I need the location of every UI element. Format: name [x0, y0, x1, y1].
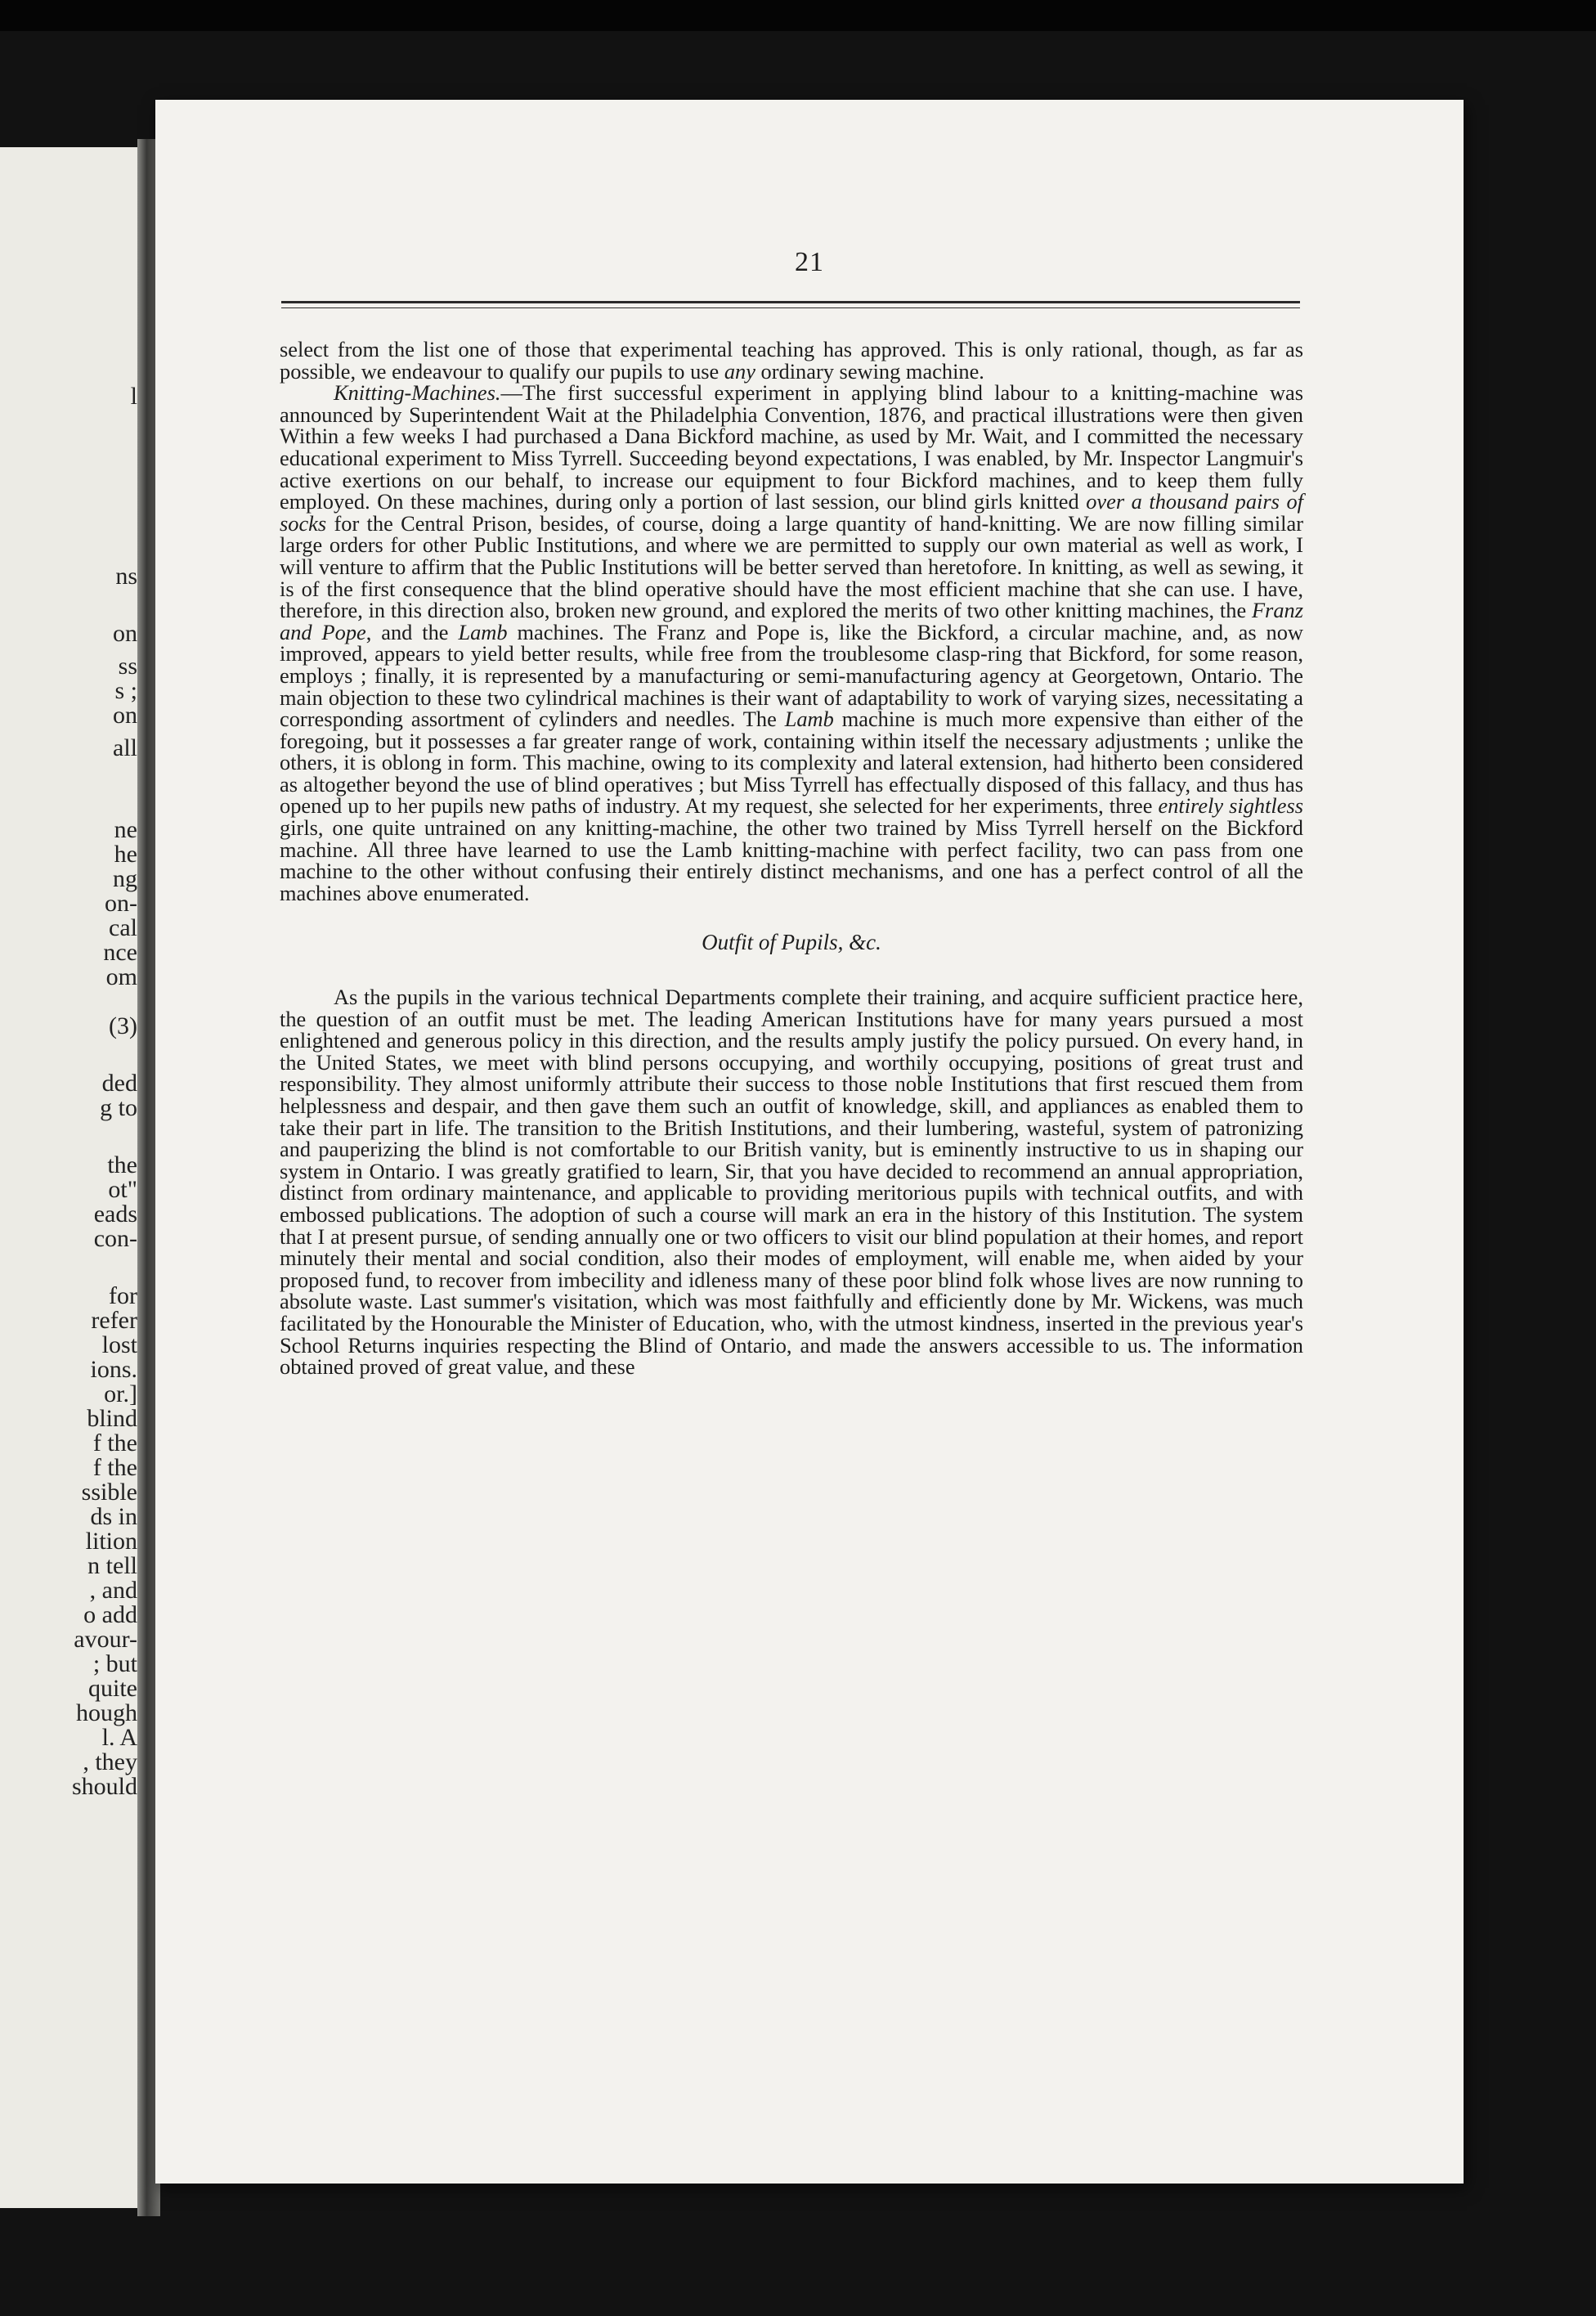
facing-page-edge — [0, 147, 149, 2208]
facing-page-fragment: on- — [105, 890, 137, 917]
italic-run: Franz and Pope — [280, 598, 1303, 644]
facing-page-fragment: quite — [88, 1675, 137, 1702]
italic-run: over a thousand pairs of socks — [280, 489, 1303, 536]
paragraph-continuation — [280, 339, 1303, 382]
facing-page-fragment: hough — [76, 1699, 137, 1726]
text-run: ordinary sewing machine. — [755, 358, 984, 384]
facing-page-fragment: g to — [100, 1094, 137, 1121]
facing-page-fragment: l. A — [101, 1724, 137, 1751]
paragraph-knitting-machines — [280, 382, 1303, 904]
header-rule-thin — [281, 307, 1300, 308]
facing-page-fragment: avour- — [74, 1626, 137, 1653]
facing-page-fragment: the — [107, 1151, 137, 1178]
facing-page-fragment: on — [113, 620, 137, 647]
facing-page-fragment: f the — [92, 1454, 137, 1481]
header-rule-thick — [281, 301, 1300, 303]
facing-page-fragment: cal — [109, 914, 137, 941]
scan-top-edge — [0, 0, 1596, 31]
section-heading: Outfit of Pupils, &c. — [702, 930, 881, 955]
facing-page-fragment: s ; — [114, 677, 137, 704]
facing-page-fragment: , they — [83, 1748, 137, 1775]
italic-run: Lamb — [784, 707, 834, 732]
facing-page-fragment: blind — [87, 1405, 137, 1432]
facing-page-fragment: on — [113, 702, 137, 729]
paragraph-outfit: As the pupils in the various technical Departments complete their training, and acquire sufficient practice here, the question of an outfit must be met. The leading American Institutions have for many years pursued a most enlightened and generous policy in this direction, and the results amply justify the policy pursued. On every hand, in the United States, we meet with blind persons occupying, and worthily occupying, positions of great trust and responsibility. They almost uniformly attribute their success to those noble Institutions that first rescued them from helplessness and despair, and then gave them such an outfit of knowledge, skill, and appliances as enabled them to take their part in life. The transition to the British Institutions, and their lumbering, wasteful, system of patronizing and pauperizing the blind is not comfortable to our British vanity, but is eminently instructive to us in shaping our system in Ontario. I was greatly gratified to learn, Sir, that you have decided to recommend an annual appropriation, distinct from ordinary maintenance, and applicable to providing meritorious pupils with technical outfits, and with embossed publications. The adoption of such a course will mark an era in the history of this Institution. The system that I at present pursue, of sending annually one or two officers to visit our blind population at their homes, and report minutely their mental and social condition, also their modes of employment, will enable me, when aided by your proposed fund, to recover from imbecility and idleness many of these poor blind folk whose lives are now running to absolute waste. Last summer's visitation, which was most faithfully and efficiently done by Mr. Wickens, was much facilitated by the Honourable the Minister of Education, who, with the utmost kindness, inserted in the previous year's School Returns inquiries respecting the Blind of Ontario, and made the answers accessible to us. The information obtained proved of great value, and these — [280, 985, 1303, 1380]
facing-page-fragment: ng — [113, 865, 137, 892]
facing-page-fragment: refer — [91, 1307, 137, 1334]
facing-page-fragment: lition — [85, 1528, 137, 1555]
facing-page-fragment: or.] — [104, 1380, 137, 1407]
facing-page-fragment: ded — [101, 1070, 137, 1097]
facing-page-fragment: ssible — [81, 1479, 137, 1506]
facing-page-fragment: ions. — [90, 1356, 137, 1383]
italic-run: Lamb — [458, 619, 508, 644]
facing-page-fragment: nce — [103, 939, 137, 966]
text-run: select from the list one of those that experimental teaching has approved. This is only rational, though, as far as possible, we endeavour to qualify our pupils to use — [280, 337, 1303, 384]
facing-page-fragment: ot" — [108, 1176, 137, 1203]
body-text — [280, 339, 1303, 1378]
facing-page-fragment: all — [113, 734, 137, 761]
italic-run: entirely sightless — [1158, 793, 1304, 819]
facing-page-fragment: om — [105, 963, 137, 990]
facing-page-fragment: (3) — [109, 1012, 137, 1039]
text-run: , and the — [365, 619, 459, 644]
facing-page-fragment: should — [71, 1773, 137, 1800]
facing-page-fragment: con- — [93, 1225, 137, 1252]
text-run: machine is much more expensive than either of the foregoing, but it possesses a far greater range of work, containing within itself the necessary adjustments ; unlike the others, it is oblong in form. This machine, owing to its complexity and lateral extension, had hitherto been considered as altogether beyond the use of blind operatives ; but Miss Tyrrell has effectually disposed of this fallacy, and thus has opened up to her pupils new paths of industry. At my request, she selected for her experiments, three — [280, 707, 1303, 819]
facing-page-fragment: ; but — [92, 1650, 137, 1677]
paragraph-lead-heading: Knitting-Machines. — [334, 380, 501, 406]
facing-page-fragment: f the — [92, 1430, 137, 1456]
facing-page-fragment: for — [109, 1282, 137, 1309]
text-run: machines. The Franz and Pope is, like the Bickford, a circular machine, and, as now improved, appears to yield better results, while free from the troublesome clasp-ring that Bickford, for some reason, employs ; finally, it is represented by a manufacturing or semi-manufacturing agency at Georgetown, Ontario. The main objection to these two cylindrical machines is their want of adaptability to work of varying sizes, necessitating a corresponding assortment of cylinders and needles. The — [280, 619, 1303, 732]
facing-page-fragment: , and — [89, 1577, 137, 1604]
document-page — [155, 100, 1464, 2184]
facing-page-fragment: he — [114, 841, 137, 868]
facing-page-fragment: eads — [93, 1201, 137, 1228]
page-number: 21 — [795, 247, 824, 277]
facing-page-fragment: lost — [101, 1331, 137, 1358]
facing-page-fragment: n tell — [87, 1552, 137, 1579]
facing-page-fragment: ds in — [90, 1503, 137, 1530]
facing-page-fragment: ns — [115, 563, 137, 590]
text-run: —The first successful experiment in applying blind labour to a knitting-machine was announced by Superintendent Wait at the Philadelphia Convention, 1876, and practical illustrations were then given Within a few weeks I had purchased a Dana Bickford machine, as used by Mr. Wait, and I committed the necessary educational experiment to Miss Tyrrell. Succeeding beyond expectations, I was enabled, by Mr. Inspector Langmuir's active exertions on our behalf, to increase our equipment to four Bickford machines, and to keep them fully employed. On these machines, during only a portion of last session, our blind girls knitted — [280, 380, 1303, 514]
italic-run: any — [724, 358, 755, 384]
facing-page-fragment: ss — [118, 653, 137, 680]
text-run: girls, one quite untrained on any knitting-machine, the other two trained by Miss Tyrrell herself on the Bickford machine. All three have learned to use the Lamb knitting-machine with perfect facility, two can pass from one machine to the other without confusing their entirely distinct mechanisms, and one has a perfect control of all the machines above enumerated. — [280, 815, 1303, 905]
text-run: for the Central Prison, besides, of course, doing a large quantity of hand-knitting. We are now filling similar large orders for other Public Institutions, and where we are permitted to supply our own material as well as work, I will venture to affirm that the Public Institutions will be better served than heretofore. In knitting, as well as sewing, it is of the first consequence that the blind operative should have the most efficient machine that she can use. I have, therefore, in this direction also, broken new ground, and explored the merits of two other knitting machines, the — [280, 510, 1303, 623]
facing-page-fragment: ne — [114, 816, 137, 843]
facing-page-fragment: o add — [83, 1601, 137, 1628]
facing-page-fragment: l — [130, 383, 137, 410]
